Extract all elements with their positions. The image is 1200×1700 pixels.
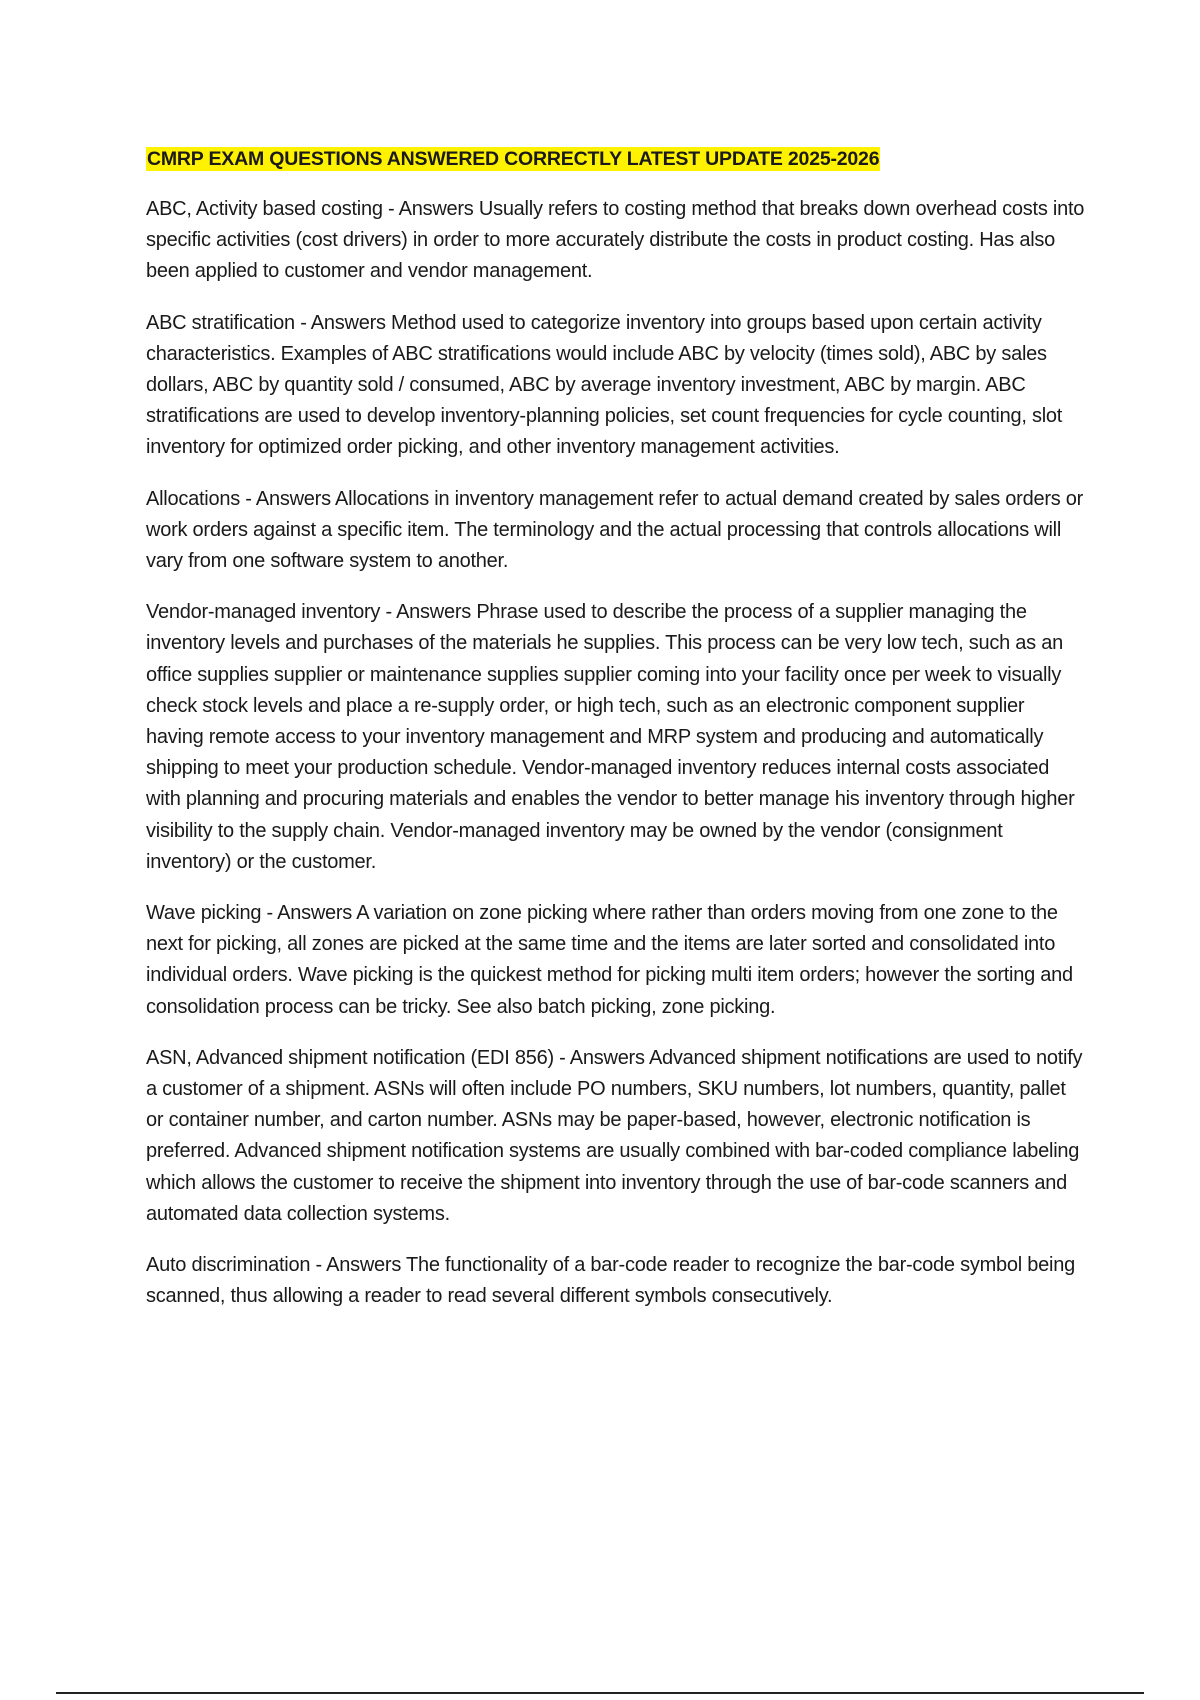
entry-definition: Method used to categorize inventory into groups based upon certain activity characteristics. Examples of ABC stratifications would include ABC by velocity (times sold), ABC by sales dollars, ABC by quantity sold / consumed, ABC by average inventory investment, ABC by margin. ABC stratifications are used to develop inventory-planning policies, set count frequencies for cycle counting, slot inventory for optimized order picking, and other inventory management activities. <box>146 311 1063 459</box>
entry-term: Vendor-managed inventory - Answers <box>146 601 472 624</box>
entry-term: ABC stratification - Answers <box>146 311 386 334</box>
entry-definition: Allocations in inventory management refer to actual demand created by sales orders or work orders against a specific item. The terminology and the actual processing that controls allocations will vary from one software system to another. <box>146 487 1084 573</box>
entry-wave-picking <box>146 898 1086 1023</box>
entry-term: ASN, Advanced shipment notification (EDI 856) - Answers <box>146 1046 645 1069</box>
entry-abc-costing <box>146 194 1086 288</box>
entry-term: Wave picking - Answers <box>146 902 353 925</box>
entry-definition: The functionality of a bar-code reader to recognize the bar-code symbol being scanned, thus allowing a reader to read several different symbols consecutively. <box>146 1254 1075 1308</box>
document-body <box>146 146 1086 1333</box>
entry-auto-discrimination <box>146 1250 1086 1312</box>
document-title: CMRP EXAM QUESTIONS ANSWERED CORRECTLY LATEST UPDATE 2025-2026 <box>147 148 880 170</box>
entry-term: Allocations - Answers <box>146 487 331 510</box>
entry-definition: Usually refers to costing method that breaks down overhead costs into specific activities (cost drivers) in order to more accurately distribute the costs in product costing. Has also been applied to customer and vendor management. <box>146 198 1085 283</box>
entry-vendor-managed-inventory <box>146 597 1086 878</box>
entry-term: Auto discrimination - Answers <box>146 1254 402 1277</box>
entry-abc-stratification <box>146 308 1086 464</box>
title-block <box>146 146 1086 174</box>
bottom-divider <box>56 1692 1144 1694</box>
entry-asn <box>146 1043 1086 1230</box>
entry-term: ABC, Activity based costing - Answers <box>146 198 474 220</box>
entry-definition: A variation on zone picking where rather than orders moving from one zone to the next for picking, all zones are picked at the same time and the items are later sorted and consolidated into individual orders. Wave picking is the quickest method for picking multi item orders; however the sorting and consolidation process can be tricky. See also batch picking, zone picking. <box>146 902 1073 1018</box>
entry-definition: Advanced shipment notifications are used to notify a customer of a shipment. ASNs will often include PO numbers, SKU numbers, lot numbers, quantity, pallet or container number, and carton number. ASNs may be paper-based, however, electronic notification is preferred. Advanced shipment notification systems are usually combined with bar-coded compliance labeling which allows the customer to receive the shipment into inventory through the use of bar-code scanners and automated data collection systems. <box>146 1046 1083 1225</box>
entry-allocations <box>146 484 1086 578</box>
entry-definition: Phrase used to describe the process of a supplier managing the inventory levels and purchases of the materials he supplies. This process can be very low tech, such as an office supplies supplier or maintenance supplies supplier coming into your facility once per week to visually check stock levels and place a re-supply order, or high tech, such as an electronic component supplier having remote access to your inventory management and MRP system and producing and automatically shipping to meet your production schedule. Vendor-managed inventory reduces internal costs associated with planning and procuring materials and enables the vendor to better manage his inventory through higher visibility to the supply chain. Vendor-managed inventory may be owned by the vendor (consignment inventory) or the customer. <box>146 601 1075 873</box>
